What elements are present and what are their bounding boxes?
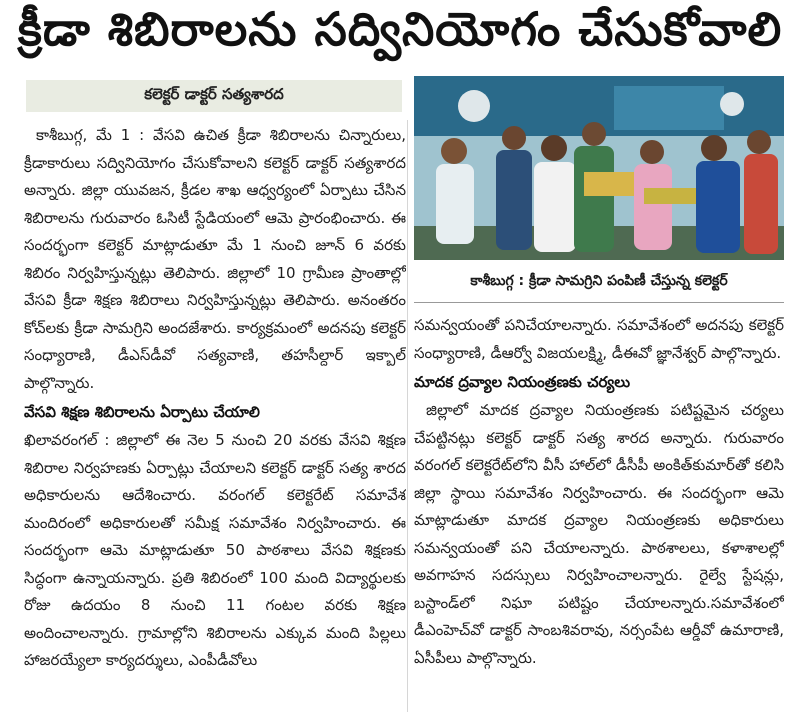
section-heading-drug-control: మాదక ద్రవ్యాల నియంత్రణకు చర్యలు: [414, 373, 631, 391]
column-divider: [407, 120, 408, 712]
article-paragraph-1: కాశీబుగ్గ, మే 1 : వేసవి ఉచిత క్రీడా శిబిరాలను చిన్నారులు, క్రీడాకారులు సద్వినియోగం చేసుకోవాలని కలెక్టర్ డాక్టర్ సత్యశారద అన్నారు. జిల్లా యువజన, క్రీడల శాఖ ఆధ్వర్యంలో ఏర్పాటు చేసిన శిబిరాలను గురువారం ఓసిటీ స్టేడియంలో ఆమె ప్రారంభించారు. ఈ సందర్భంగా కలెక్టర్ మాట్లాడుతూ మే 1 నుంచి జూన్ 6 వరకు శిబిరం నిర్వహిస్తున్నట్లు తెలిపారు. జిల్లాలో 10 గ్రామీణ ప్రాంతాల్లో వేసవి క్రీడా శిక్షణ శిబిరాలు నిర్వహిస్తున్నట్లు తెలిపారు. అనంతరం కోచ్‌లకు క్రీడా సామగ్రిని అందజేశారు. కార్యక్రమంలో అదనపు కలెక్టర్ సంధ్యారాణి, డీఎస్‌డీవో సత్యవాణి, తహసీల్దార్ ఇక్బాల్ పాల్గొన్నారు.: [24, 126, 406, 392]
left-column: [24, 122, 406, 712]
news-photo: [414, 76, 784, 260]
headline: క్రీడా శిబిరాలను సద్వినియోగం చేసుకోవాలి: [17, 2, 783, 56]
subheadline: కలెక్టర్ డాక్టర్ సత్యశారద: [26, 80, 402, 112]
article-paragraph-4: జిల్లాలో మాదక ద్రవ్యాల నియంత్రణకు పటిష్టమైన చర్యలు చేపట్టినట్లు కలెక్టర్ డాక్టర్ సత్య శారద అన్నారు. గురువారం వరంగల్ కలెక్టరేట్‌లోని వీసీ హాల్‌లో డీసీపీ అంకిత్‌కుమార్‌తో కలిసి జిల్లా స్థాయి సమావేశం నిర్వహించారు. ఈ సందర్భంగా ఆమె మాట్లాడుతూ మాదక ద్రవ్యాల నియంత్రణకు అధికారులు సమన్వయంతో పని చేయాలన్నారు. పాఠశాలలు, కళాశాలల్లో అవగాహన సదస్సులు నిర్వహించాలన్నారు. రైల్వే స్టేషన్లు, బస్టాండ్‌లో నిఘా పటిష్టం చేయాలన్నారు.సమావేశంలో డీఎంహెచ్‌వో డాక్టర్ సాంబశివరావు, నర్సంపేట ఆర్డీవో ఉమారాణి, ఏసీపీలు పాల్గొన్నారు.: [414, 401, 784, 667]
section-heading-summer-camps: వేసవి శిక్షణ శిబిరాలను ఏర్పాటు చేయాలి: [24, 403, 260, 421]
article-paragraph-2: ఖిలావరంగల్ : జిల్లాలో ఈ నెల 5 నుంచి 20 వరకు వేసవి శిక్షణ శిబిరాల నిర్వహణకు ఏర్పాట్లు చేయాలని కలెక్టర్ డాక్టర్ సత్య శారద అధికారులను ఆదేశించారు. వరంగల్ కలెక్టరేట్ సమావేశ మందిరంలో అధికారులతో సమీక్ష సమావేశం నిర్వహించారు. ఈ సందర్భంగా ఆమె మాట్లాడుతూ 50 పాఠశాలు వేసవి శిక్షణకు సిద్ధంగా ఉన్నాయన్నారు. ప్రతి శిబిరంలో 100 మంది విద్యార్థులకు రోజు ఉదయం 8 నుంచి 11 గంటల వరకు శిక్షణ అందించాలన్నారు. గ్రామాల్లోని శిబిరాలను ఎక్కువ మంది పిల్లలు హాజరయ్యేలా కార్యదర్శులు, ఎంపీడీవోలు: [24, 431, 406, 669]
photo-caption: కాశీబుగ్గ : క్రీడా సామగ్రిని పంపిణీ చేస్తున్న కలెక్టర్: [414, 262, 784, 303]
news-photo-illustration: [414, 76, 784, 260]
right-column: [414, 312, 784, 712]
article-paragraph-3: సమన్వయంతో పనిచేయాలన్నారు. సమావేశంలో అదనపు కలెక్టర్ సంధ్యారాణి, డీఆర్వో విజయలక్ష్మి, డీఈవో జ్ఞానేశ్వర్ పాల్గొన్నారు.: [414, 316, 784, 362]
